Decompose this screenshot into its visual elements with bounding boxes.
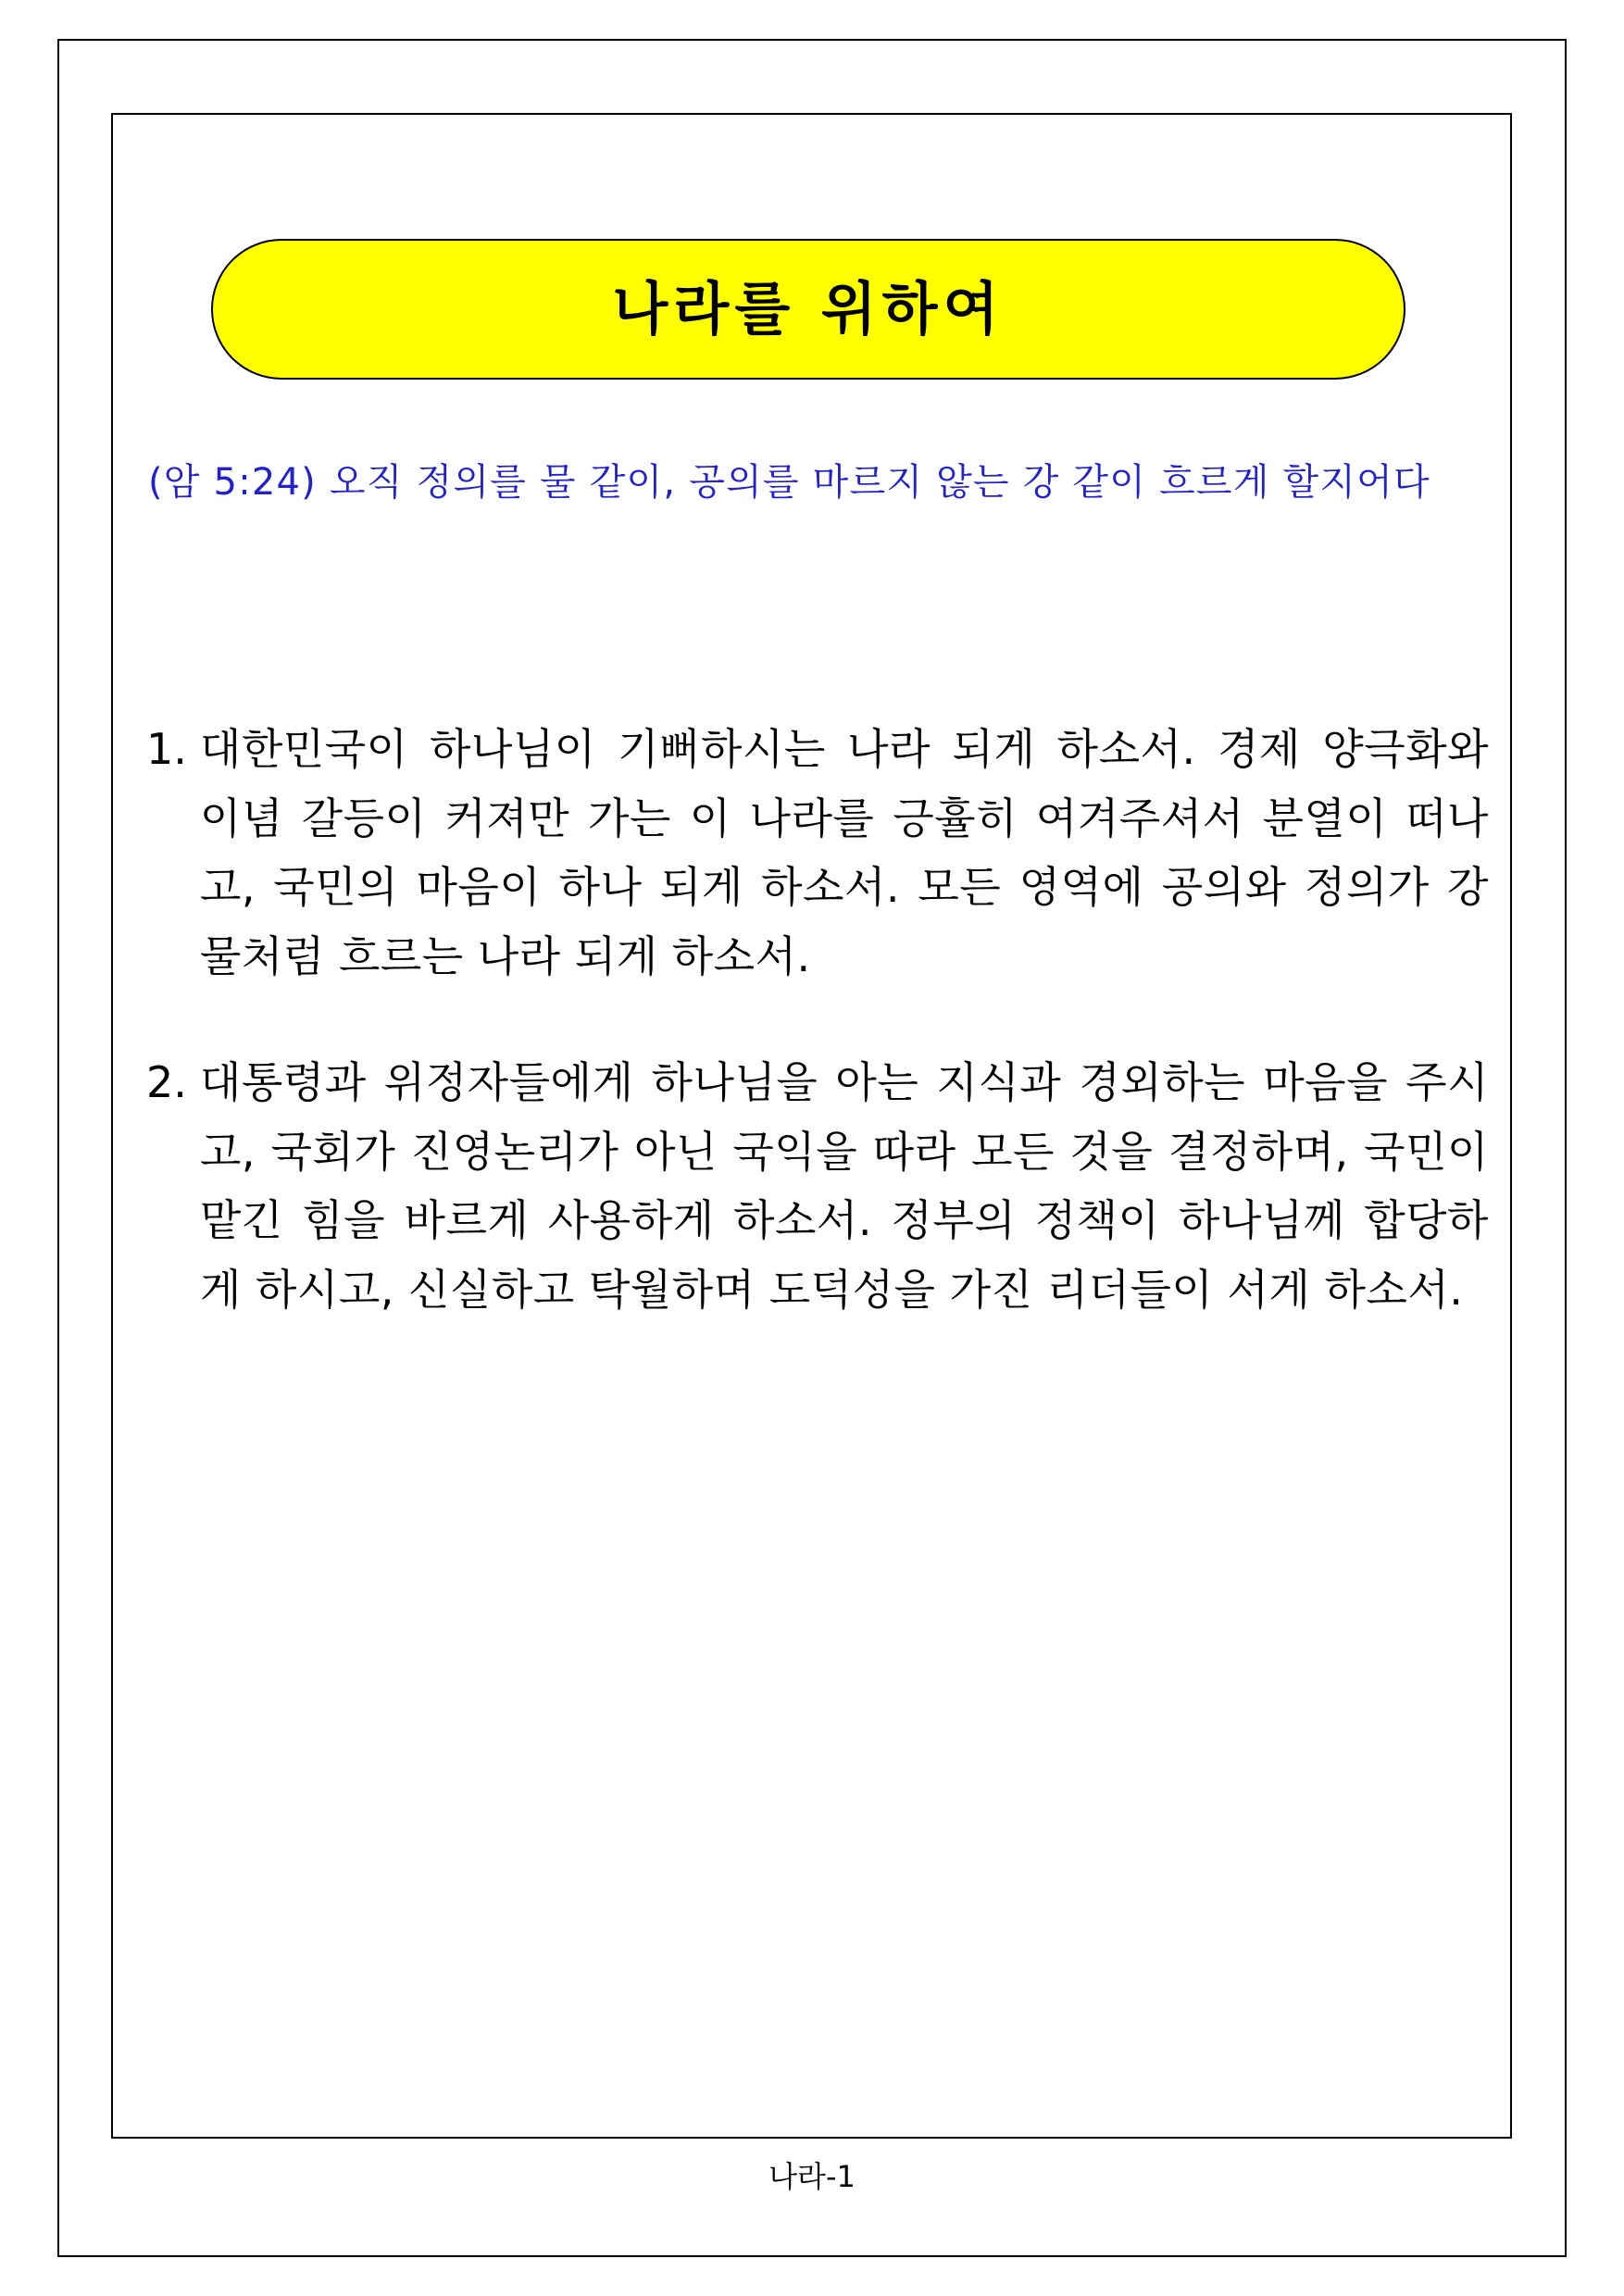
list-item <box>146 715 1489 991</box>
prayer-item-text: 대통령과 위정자들에게 하나님을 아는 지식과 경외하는 마음을 주시고, 국회가 진영논리가 아닌 국익을 따라 모든 것을 결정하며, 국민이 맡긴 힘을 바르게 사용하게 하소서. 정부의 정책이 하나님께 합당하게 하시고, 신실하고 탁월하며 도덕성을 가진 리더들이 서게 하소서. <box>199 1057 1490 1315</box>
prayer-item-text: 대한민국이 하나님이 기뻐하시는 나라 되게 하소서. 경제 양극화와 이념 갈등이 커져만 가는 이 나라를 긍휼히 여겨주셔서 분열이 떠나고, 국민의 마음이 하나 되게 하소서. 모든 영역에 공의와 정의가 강물처럼 흐르는 나라 되게 하소서. <box>199 724 1489 981</box>
title-banner <box>211 239 1405 380</box>
page-footer: 나라-1 <box>768 2159 856 2194</box>
list-item <box>146 1048 1489 1324</box>
page-title: 나라를 위하여 <box>612 275 1005 343</box>
prayer-item-number: 1. <box>146 724 187 774</box>
prayer-item-number: 2. <box>146 1057 187 1108</box>
scripture-verse: (암 5:24) 오직 정의를 물 같이, 공의를 마르지 않는 강 같이 흐르게 할지어다 <box>148 461 1430 504</box>
prayer-list <box>146 715 1489 1381</box>
